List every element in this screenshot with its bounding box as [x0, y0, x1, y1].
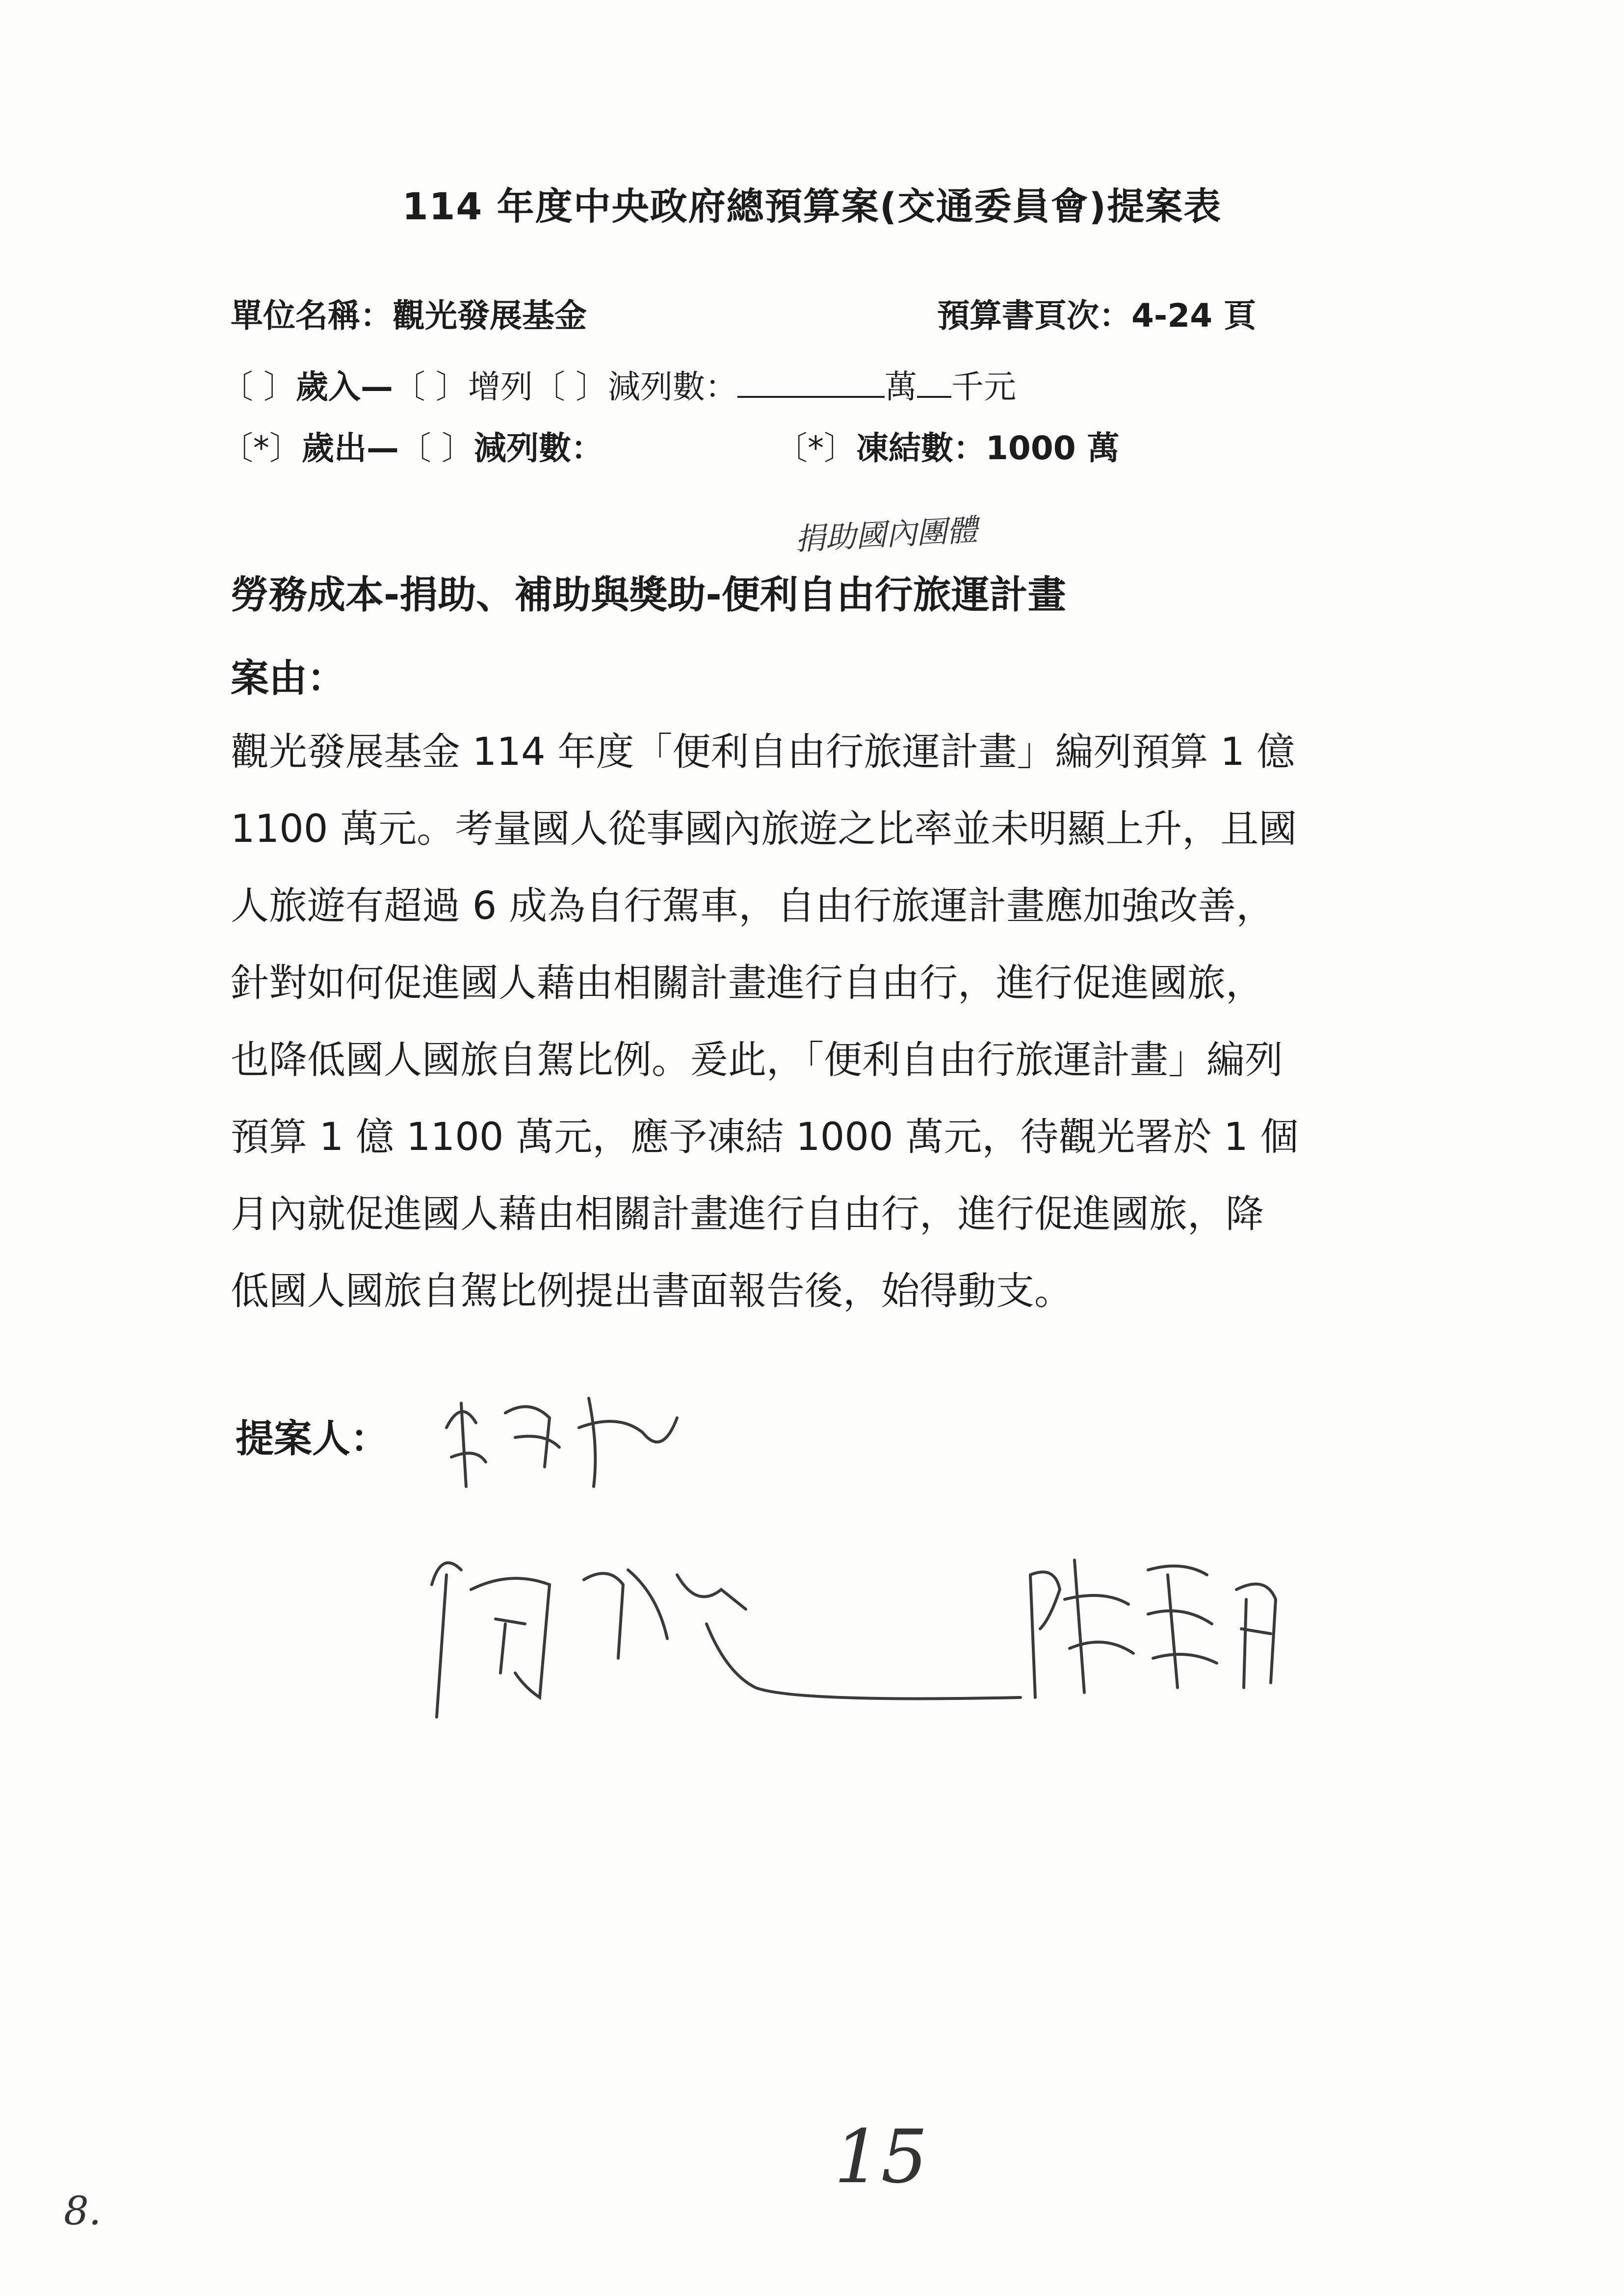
decrease-label: 減列數：	[607, 368, 737, 406]
reason-paragraph	[231, 721, 1438, 1337]
revenue-label: 歲入—	[295, 368, 393, 406]
decrease-checkbox: 〔 〕	[532, 368, 608, 406]
handwritten-annotation: 捐助國內團體	[794, 512, 978, 557]
reason-line: 預算 1 億 1100 萬元，應予凍結 1000 萬元，待觀光署於 1 個	[231, 1115, 1299, 1159]
signature-1	[432, 1369, 687, 1506]
reason-line: 針對如何促進國人藉由相關計畫進行自由行，進行促進國旅，	[231, 961, 1264, 1005]
freeze-row	[775, 422, 1120, 469]
item-heading: 勞務成本-捐助、補助與獎助-便利自由行旅運計畫	[231, 573, 1066, 617]
expenditure-decrease-label: 減列數：	[473, 429, 603, 467]
expenditure-decrease-checkbox: 〔 〕	[399, 429, 474, 467]
decrease-amount-blank	[737, 396, 885, 398]
freeze-amount: 凍結數：1000 萬	[856, 429, 1120, 467]
expenditure-label: 歲出—	[302, 429, 399, 467]
margin-mark: 8.	[64, 2188, 102, 2234]
increase-checkbox: 〔 〕	[393, 368, 468, 406]
reason-line: 也降低國人國旅自駕比例。爰此，「便利自由行旅運計畫」編列	[231, 1038, 1283, 1082]
revenue-checkbox: 〔 〕	[221, 368, 296, 406]
proposer-label: 提案人：	[236, 1417, 389, 1461]
reason-line: 月內就促進國人藉由相關計畫進行自由行，進行促進國旅，降	[231, 1192, 1264, 1236]
expenditure-checkbox: 〔*〕	[221, 429, 302, 467]
thousand-blank	[917, 396, 951, 398]
page-number: 15	[834, 2114, 928, 2200]
unit-qian: 千元	[951, 368, 1016, 406]
unit-wan: 萬	[884, 368, 917, 406]
reason-line: 人旅遊有超過 6 成為自行駕車，自由行旅運計畫應加強改善，	[231, 884, 1275, 928]
reason-line: 1100 萬元。考量國人從事國內旅遊之比率並未明顯上升，且國	[231, 807, 1297, 851]
form-title: 114 年度中央政府總預算案(交通委員會)提案表	[402, 184, 1222, 228]
signature-3	[1021, 1531, 1295, 1727]
reason-line: 低國人國旅自駕比例提出書面報告後，始得動支。	[231, 1269, 1073, 1313]
reason-line: 觀光發展基金 114 年度「便利自由行旅運計畫」編列預算 1 億	[231, 730, 1295, 774]
budget-page-ref: 預算書頁次：4-24 頁	[937, 297, 1257, 335]
unit-name: 單位名稱：觀光發展基金	[231, 297, 587, 335]
reason-label: 案由：	[231, 656, 346, 701]
signature-2	[402, 1511, 1030, 1766]
increase-label: 增列	[468, 368, 533, 406]
expenditure-row	[221, 422, 603, 469]
revenue-row	[221, 361, 1016, 407]
freeze-checkbox: 〔*〕	[775, 429, 856, 467]
